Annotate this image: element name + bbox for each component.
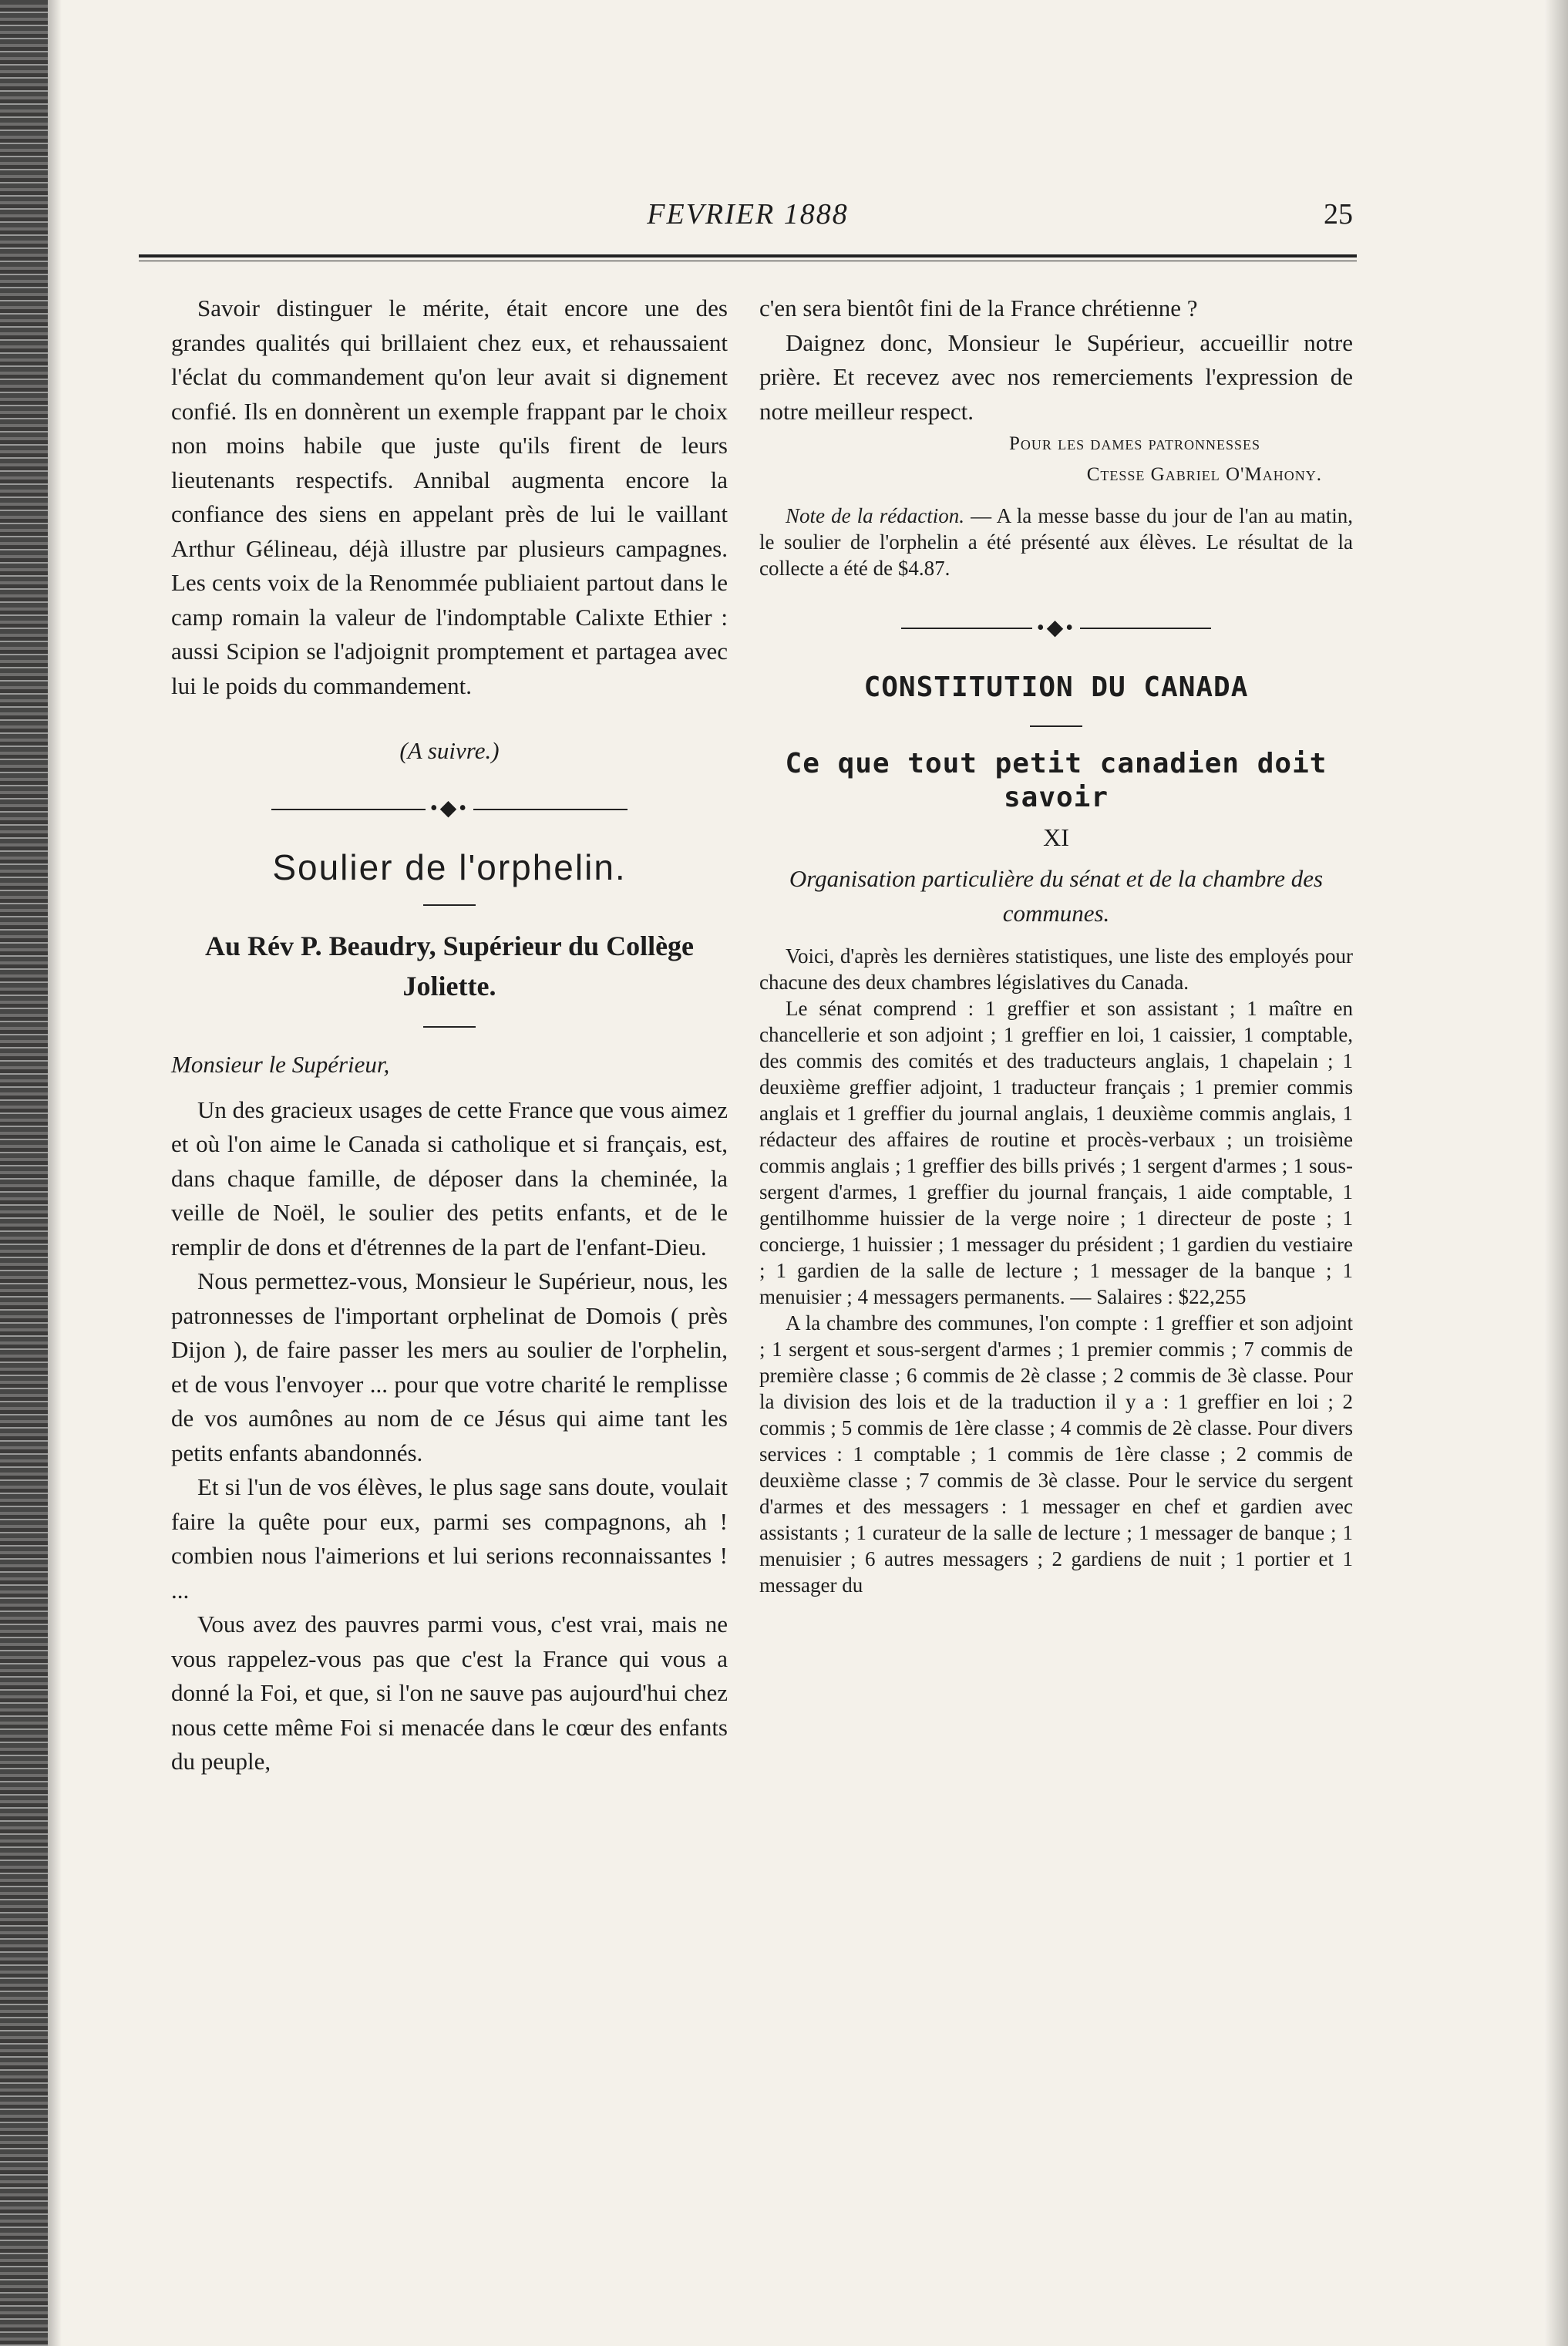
left-column: [171, 291, 728, 1779]
ornament-divider: [759, 609, 1353, 648]
spacer: [171, 1082, 728, 1093]
right-column: [759, 291, 1353, 1598]
page-number: 25: [1324, 198, 1353, 231]
section-title: CONSTITUTION DU CANADA: [863, 671, 1249, 703]
salutation: Monsieur le Supérieur,: [171, 1051, 390, 1078]
note-label: Note de la rédaction.: [786, 504, 964, 527]
chapter-title: Organisation particulière du sénat et de la chambre des communes.: [789, 865, 1324, 927]
paragraph: Savoir distinguer le mérite, était encore une des grandes qualités qui brillaient chez eux, et rehaussaient l'éclat du commandement qu'on leur avait si dignement confié. Ils en donnèrent un exemple frappant par le choix non moins habile que juste qu'ils firent de leurs lieutenants respectifs. Annibal augmenta encore la confiance des siens en appelant près de lui le vaillant Arthur Gélineau, déjà illustre par plusieurs campagnes. Les cents voix de la Renommée publiaient partout dans le camp romain la valeur de l'indomptable Calixte Ethier : aussi Scipion se l'adjoignit promptement et partagea avec lui le poids du commandement.: [171, 295, 728, 699]
ornament-divider: [171, 790, 728, 829]
continuation-note: (A suivre.): [399, 737, 500, 764]
spacer: [171, 703, 728, 734]
dash-divider: [423, 1026, 476, 1028]
paragraph: Vous avez des pauvres parmi vous, c'est vrai, mais ne vous rappelez-vous pas que c'est la France qui vous a donné la Foi, et que, si l'on ne sauve pas aujourd'hui chez nous cette même Foi si menacée dans le cœur des enfants du peuple,: [171, 1611, 728, 1775]
ornament-mark: •◆•: [1036, 615, 1076, 640]
ornament-line: [271, 809, 426, 810]
signature-line: Pour les dames patronnesses: [1008, 433, 1260, 454]
ornament-line: [1080, 628, 1211, 629]
signature-name: Ctesse Gabriel O'Mahony.: [1086, 464, 1322, 485]
paragraph: Daignez donc, Monsieur le Supérieur, accueillir notre prière. Et recevez avec nos remerciements l'expression de notre meilleur respect.: [759, 328, 1353, 425]
ornament-line: [473, 809, 628, 810]
signature-block: [759, 429, 1353, 490]
dash-divider: [1030, 725, 1082, 727]
letter-heading: Au Rév P. Beaudry, Supérieur du Collège Joliette.: [204, 931, 695, 1001]
paragraph: Le sénat comprend : 1 greffier et son assistant ; 1 maître en chancellerie et son adjoint ; 1 greffier en loi, 1 caissier, 1 comptable, des commis des comités et des traducteurs anglais, 1 chapelain ; 1 deuxième greffier adjoint, 1 traducteur français ; 1 premier commis anglais et 1 greffier du journal anglais, 1 deuxième commis anglais, 1 rédacteur des affaires de routine et procès-verbaux ; un troisième commis anglais ; 1 greffier des bills privés ; 1 sergent d'armes ; 1 sous-sergent d'armes, 1 greffier du journal français, 1 aide comptable, 1 gentilhomme huissier de la verge noire ; 1 directeur de poste ; 1 concierge, 1 huissier ; 1 messager du président ; 1 gardien du vestiaire ; 1 gardien de la salle de lecture ; 1 messager de la banque ; 1 menuisier ; 4 messagers permanents. — Salaires : $22,255: [759, 997, 1353, 1308]
paragraph: Voici, d'après les dernières statistiques, une liste des employés pour chacune des deux chambres législatives du Canada.: [759, 944, 1353, 994]
ornament-mark: •◆•: [429, 796, 469, 821]
paragraph: Nous permettez-vous, Monsieur le Supérieur, nous, les patronnesses de l'important orphelinat de Domois ( près Dijon ), de faire passer les mers au soulier de l'orphelin, et de vous l'envoyer ... pour que votre charité le remplisse de vos aumônes au nom de ce Jésus qui aime tant les petits enfants abandonnés.: [171, 1267, 728, 1466]
paragraph: A la chambre des communes, l'on compte : 1 greffier et son adjoint ; 1 sergent et sous-sergent d'armes ; 1 premier commis ; 7 commis de première classe ; 6 commis de 2è classe ; 2 commis de 3è classe. Pour la division des lois et de la traduction il y a : 1 greffier en loi ; 2 commis ; 5 commis de 1ère classe ; 4 commis de 2è classe. Pour divers services : 1 comptable ; 1 commis de 1ère classe ; 2 commis de deuxième classe ; 7 commis de 3è classe. Pour le service du sergent d'armes et des messagers : 1 messager en chef et gardien avec assistants ; 1 curateur de la salle de lecture ; 1 messager de banque ; 1 menuisier ; 6 autres messagers ; 2 gardiens de nuit ; 1 portier et 1 messager du: [759, 1311, 1353, 1597]
header-rule: [139, 254, 1357, 261]
running-title: FEVRIER 1888: [647, 198, 849, 231]
section-title: Soulier de l'orphelin.: [272, 847, 627, 887]
editorial-note: [759, 503, 1353, 581]
paragraph: c'en sera bientôt fini de la France chrétienne ?: [759, 295, 1198, 321]
paragraph: Un des gracieux usages de cette France que vous aimez et où l'on aime le Canada si catholique et si français, est, dans chaque famille, de déposer dans la cheminée, la veille de Noël, le soulier des petits enfants, et de le remplir de dons et d'étrennes de la part de l'enfant-Dieu.: [171, 1096, 728, 1261]
ornament-line: [901, 628, 1032, 629]
subtitle: Ce que tout petit canadien doit savoir: [785, 747, 1327, 813]
page-header: [143, 197, 1353, 244]
book-binding-edge: [0, 0, 48, 2346]
spacer: [759, 490, 1353, 503]
chapter-numeral: XI: [1043, 823, 1069, 851]
paragraph: Et si l'un de vos élèves, le plus sage sans doute, voulait faire la quête pour eux, parmi ses compagnons, ah ! combien nous l'aimerions et lui serions reconnaissantes ! ...: [171, 1473, 728, 1604]
page-shadow-edge: [1545, 0, 1568, 2346]
note-text: — A la messe basse du jour de l'an au matin, le soulier de l'orphelin a été présenté aux élèves. Le résultat de la collecte a été de $4.87.: [759, 504, 1353, 580]
dash-divider: [423, 904, 476, 906]
